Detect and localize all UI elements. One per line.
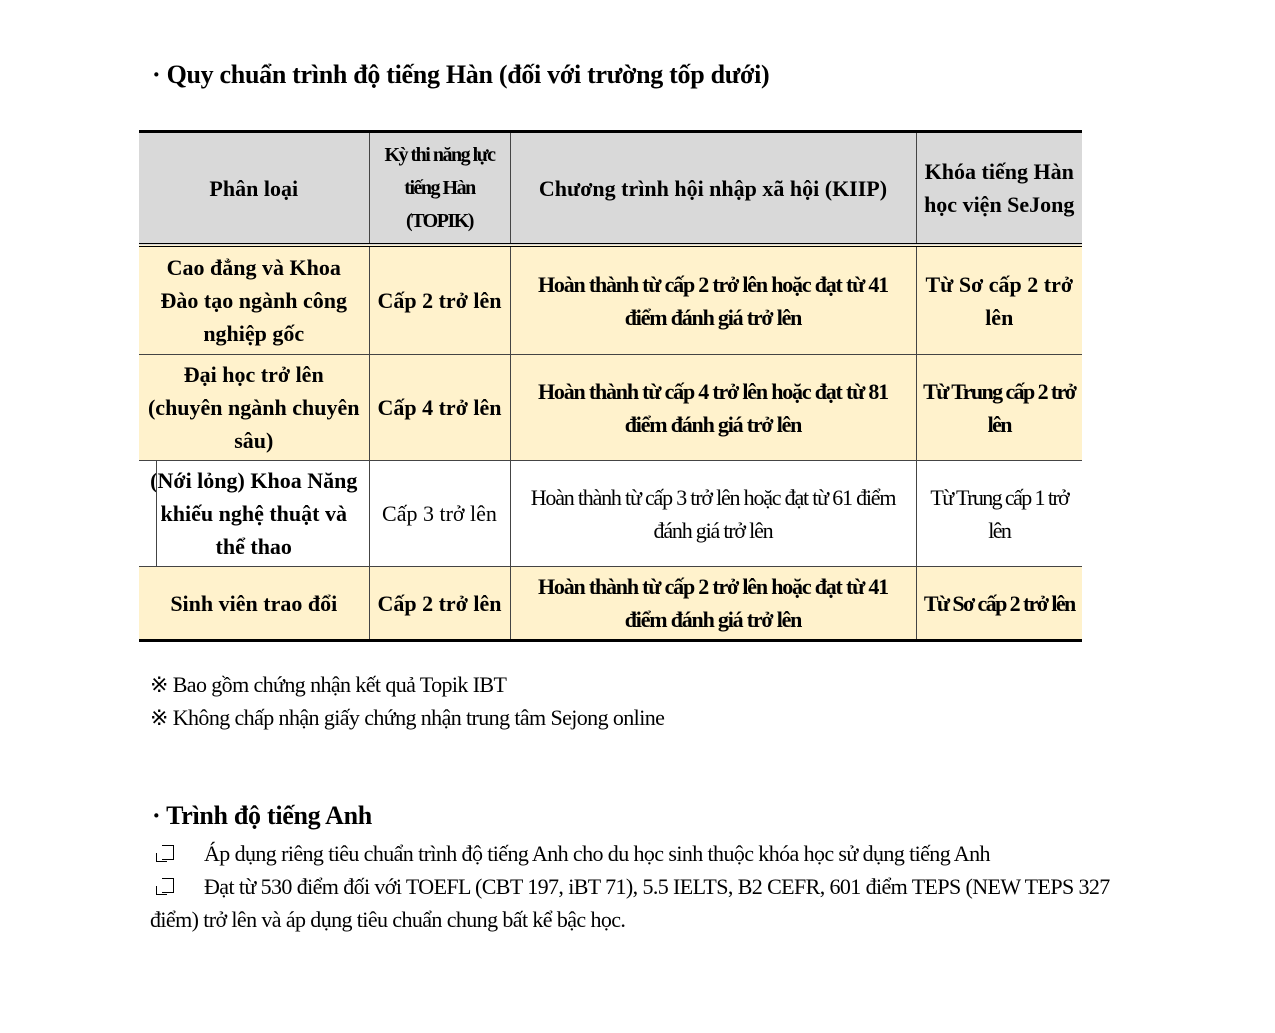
table-row (139, 567, 1082, 641)
list-item (150, 837, 1140, 870)
table-row (139, 245, 1082, 355)
korean-requirements-table (139, 130, 1082, 642)
korean-level-heading: · Quy chuẩn trình độ tiếng Hàn (đối với trường tốp dưới) (152, 60, 770, 89)
table-header-row (139, 132, 1082, 246)
sub-row-divider (156, 461, 157, 566)
row-topik: Cấp 2 trở lên (369, 567, 510, 641)
row-topik: Cấp 2 trở lên (369, 245, 510, 355)
row-sejong: Từ Sơ cấp 2 trở lên (916, 567, 1082, 641)
list-item-text: Đạt từ 530 điểm đối với TOEFL (CBT 197, iBT 71), 5.5 IELTS, B2 CEFR, 601 điểm TEPS (NEW TEPS 327 điểm) trở lên và áp dụng tiêu chuẩn chung bất kể bậc học. (150, 874, 1110, 932)
list-item (150, 870, 1140, 936)
header-category: Phân loại (139, 132, 369, 246)
row-sejong: Từ Sơ cấp 2 trở lên (916, 245, 1082, 355)
row-category-text: (Nới lỏng) Khoa Năng khiếu nghệ thuật và thể thao (150, 468, 358, 559)
english-level-heading: · Trình độ tiếng Anh (152, 801, 372, 830)
row-kiip: Hoàn thành từ cấp 4 trở lên hoặc đạt từ 81 điểm đánh giá trở lên (510, 355, 916, 461)
checkbox-bullet-icon (154, 845, 176, 863)
row-kiip: Hoàn thành từ cấp 2 trở lên hoặc đạt từ 41 điểm đánh giá trở lên (510, 245, 916, 355)
note-sejong-online: ※ Không chấp nhận giấy chứng nhận trung tâm Sejong online (150, 705, 665, 730)
checkbox-bullet-icon (154, 878, 176, 896)
row-category: Cao đẳng và Khoa Đào tạo ngành công nghiệp gốc (139, 245, 369, 355)
header-kiip: Chương trình hội nhập xã hội (KIIP) (510, 132, 916, 246)
list-item-text: Áp dụng riêng tiêu chuẩn trình độ tiếng Anh cho du học sinh thuộc khóa học sử dụng tiếng Anh (204, 841, 990, 866)
row-category: Sinh viên trao đổi (139, 567, 369, 641)
row-kiip: Hoàn thành từ cấp 2 trở lên hoặc đạt từ 41 điểm đánh giá trở lên (510, 567, 916, 641)
table-row (139, 355, 1082, 461)
header-topik: Kỳ thi năng lực tiếng Hàn (TOPIK) (369, 132, 510, 246)
row-category (139, 461, 369, 567)
english-requirements (150, 837, 1140, 936)
note-topik-ibt: ※ Bao gồm chứng nhận kết quả Topik IBT (150, 672, 507, 697)
row-category: Đại học trở lên (chuyên ngành chuyên sâu) (139, 355, 369, 461)
table-notes (150, 668, 664, 734)
header-sejong: Khóa tiếng Hàn học viện SeJong (916, 132, 1082, 246)
row-sejong: Từ Trung cấp 2 trở lên (916, 355, 1082, 461)
row-topik: Cấp 4 trở lên (369, 355, 510, 461)
row-sejong: Từ Trung cấp 1 trở lên (916, 461, 1082, 567)
table-row (139, 461, 1082, 567)
row-kiip: Hoàn thành từ cấp 3 trở lên hoặc đạt từ 61 điểm đánh giá trở lên (510, 461, 916, 567)
row-topik: Cấp 3 trở lên (369, 461, 510, 567)
